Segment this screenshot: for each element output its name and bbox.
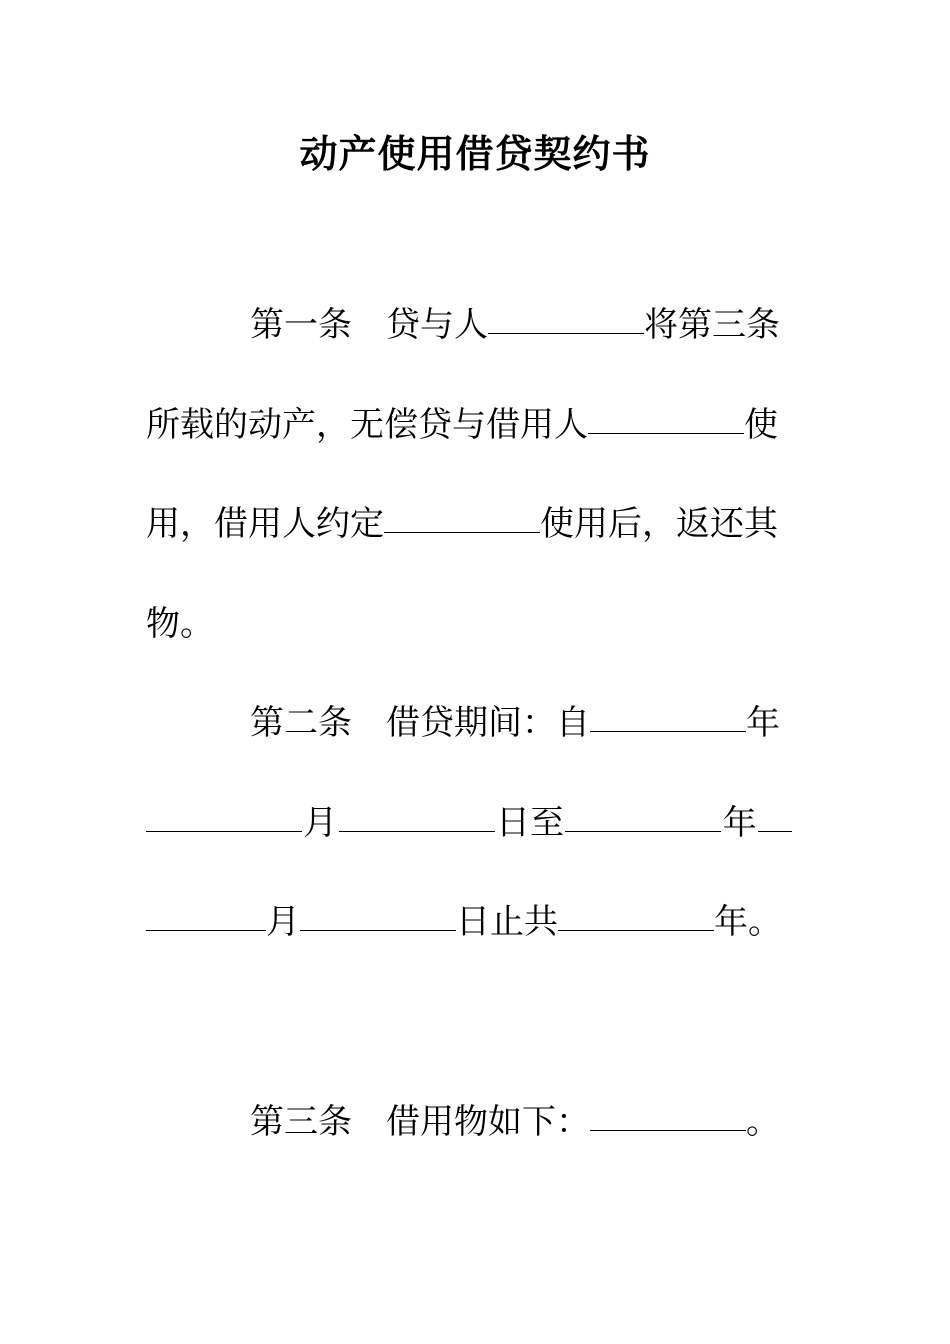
blank-borrowed-items [590, 1130, 746, 1131]
article1-heading: 第一条 [250, 305, 352, 345]
article1-line4 [146, 601, 792, 647]
article2-text: 年 [746, 703, 780, 743]
blank-end-year [565, 831, 721, 832]
blank-end-day [300, 930, 456, 931]
article3-line1 [146, 1099, 792, 1145]
article2-text: 日至 [495, 803, 564, 843]
article2-line2 [146, 800, 792, 846]
blank-usage [384, 532, 540, 533]
article1-text: 用，借用人约定 [146, 504, 384, 544]
article1-text: 所载的动产，无偿贷与借用人 [146, 405, 588, 445]
article1-line2 [146, 402, 792, 448]
article1-line1 [146, 302, 792, 348]
article3-text: 借用物如下： [386, 1102, 590, 1142]
blank-start-month [146, 831, 302, 832]
article2-text: 月 [266, 902, 300, 942]
blank-end-month-part2 [146, 930, 266, 931]
article1-text: 贷与人 [386, 305, 488, 345]
article1-text: 物。 [146, 604, 214, 644]
article2-text: 年 [722, 803, 757, 843]
article1-line3 [146, 501, 792, 547]
article3-text: 。 [746, 1102, 780, 1142]
blank-borrower [588, 433, 744, 434]
blank-start-day [339, 831, 495, 832]
blank-end-month-part1 [758, 831, 792, 832]
article1-text: 使用后，返还其 [540, 504, 778, 544]
article1-text: 使 [744, 405, 778, 445]
article2-line3 [146, 899, 792, 945]
article3-heading: 第三条 [250, 1102, 352, 1142]
article2-heading: 第二条 [250, 703, 352, 743]
blank-start-year [590, 731, 746, 732]
blank-total-years [558, 930, 714, 931]
article2-text: 月 [303, 803, 338, 843]
blank-lender [488, 333, 644, 334]
article2-text: 日止共 [456, 902, 558, 942]
article2-line1 [146, 700, 792, 746]
document-title: 动产使用借贷契约书 [299, 131, 651, 176]
article2-text: 借贷期间：自 [386, 703, 590, 743]
article1-text: 将第三条 [644, 305, 780, 345]
article2-text: 年。 [714, 902, 782, 942]
